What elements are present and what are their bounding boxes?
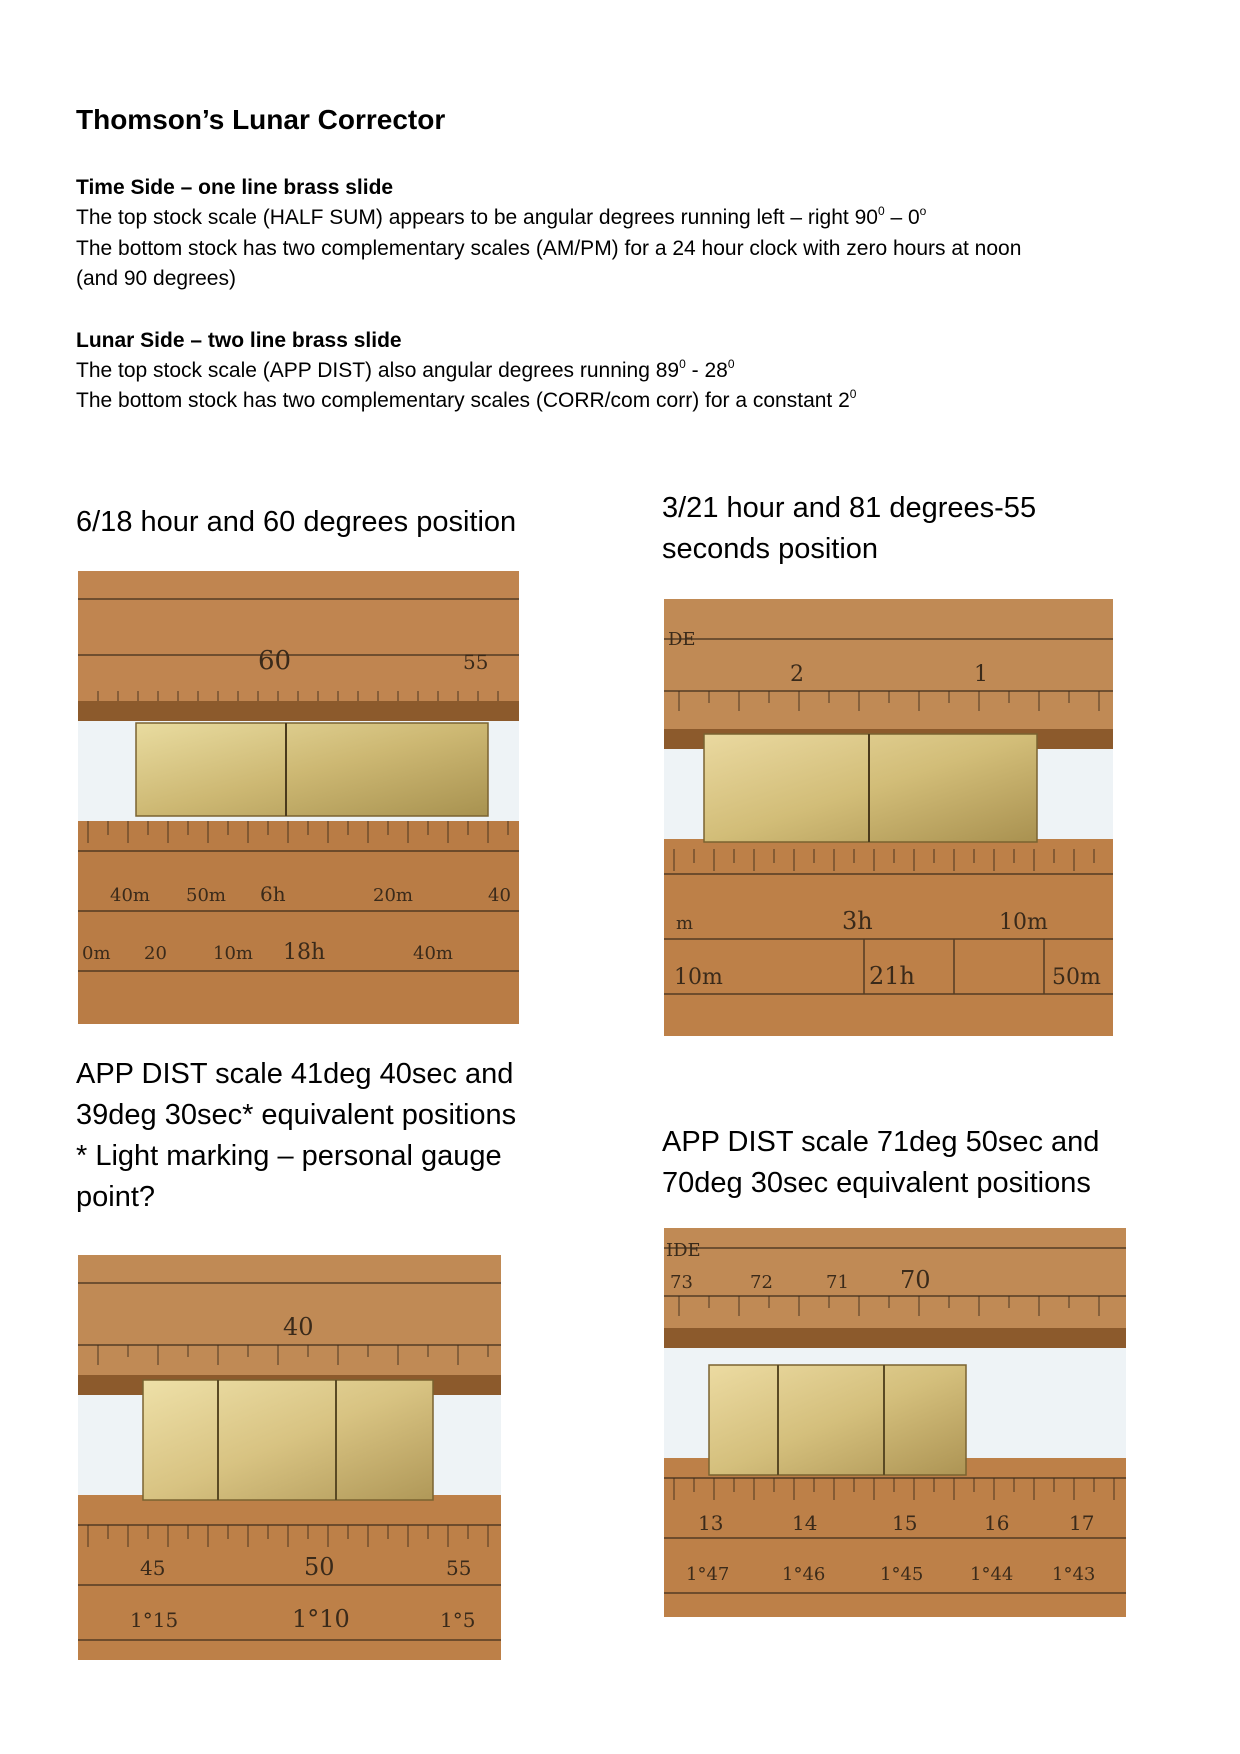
photo1-scale-label: 20m xyxy=(373,885,413,906)
photo1-top-label-60: 60 xyxy=(258,646,292,676)
photo4-scale-label: 72 xyxy=(750,1272,773,1293)
photo1-top-label-55: 55 xyxy=(463,650,489,674)
photo2-scale-label: 2 xyxy=(790,662,804,687)
photo-6-18-hour-position xyxy=(78,571,519,1024)
photo1-scale-label: 0m xyxy=(82,943,111,964)
photo2-scale-label: 1 xyxy=(974,662,988,687)
photo4-scale-label: IDE xyxy=(666,1240,701,1261)
photo-3-21-hour-position xyxy=(664,599,1113,1036)
photo2-scale-label: m xyxy=(676,913,694,934)
photo2-scale-label: 50m xyxy=(1052,965,1101,990)
time-side-line-2: The bottom stock has two complementary scales (AM/PM) for a 24 hour clock with zero hours at noon xyxy=(76,237,1022,260)
photo3-scale-label: 1°5 xyxy=(440,1608,476,1632)
photo1-scale-label: 40m xyxy=(413,943,453,964)
photo4-scale-label: 15 xyxy=(892,1511,918,1535)
photo4-scale-label: 17 xyxy=(1069,1511,1095,1535)
lunar-side-line-2: The bottom stock has two complementary scales (CORR/com corr) for a constant $2^0$ xyxy=(76,387,857,412)
photo1-scale-label: 18h xyxy=(283,940,326,965)
photo3-caption: APP DIST scale 41deg 40sec and 39deg 30sec* equivalent positions * Light marking – personal gauge point? xyxy=(76,1058,517,1213)
photo4-scale-label: 1°46 xyxy=(782,1564,826,1585)
photo4-scale-label: 1°43 xyxy=(1052,1564,1096,1585)
photo1-scale-label: 50m xyxy=(186,885,226,906)
photo1-scale-label: 10m xyxy=(213,943,253,964)
photo3-scale-label: 1°15 xyxy=(130,1608,179,1632)
photo4-scale-label: 70 xyxy=(900,1266,931,1294)
photo4-scale-label: 16 xyxy=(984,1511,1010,1535)
photo1-scale-label: 6h xyxy=(260,882,286,906)
time-side-line-3: (and 90 degrees) xyxy=(76,267,236,290)
photo2-caption: 3/21 hour and 81 degrees-55 seconds position xyxy=(662,492,1037,565)
photo3-scale-label: 45 xyxy=(140,1556,166,1580)
photo1-caption: 6/18 hour and 60 degrees position xyxy=(76,506,517,538)
lunar-side-line-1: The top stock scale (APP DIST) also angular degrees running $89^0 - 28^0$ xyxy=(76,357,735,382)
photo4-scale-label: 71 xyxy=(826,1272,849,1293)
page-title: Thomson’s Lunar Corrector xyxy=(76,104,446,135)
time-side-heading: Time Side – one line brass slide xyxy=(76,176,394,199)
photo1-scale-label: 40m xyxy=(110,885,150,906)
photo4-scale-label: 1°47 xyxy=(686,1564,730,1585)
photo1-scale-label: 40 xyxy=(488,885,511,906)
photo3-scale-label: 55 xyxy=(446,1556,472,1580)
photo1-scale-label: 20 xyxy=(144,943,167,964)
photo2-scale-label: 21h xyxy=(869,962,915,990)
photo2-scale-label: DE xyxy=(668,629,696,650)
photo2-scale-label: 10m xyxy=(674,965,723,990)
photo-app-dist-41deg-position xyxy=(78,1255,501,1660)
photo4-caption: APP DIST scale 71deg 50sec and 70deg 30sec equivalent positions xyxy=(662,1126,1100,1199)
photo4-scale-label: 14 xyxy=(792,1511,818,1535)
photo2-scale-label: 3h xyxy=(842,907,873,935)
photo4-scale-label: 13 xyxy=(698,1511,724,1535)
photo4-scale-label: 1°44 xyxy=(970,1564,1014,1585)
photo-app-dist-71deg-position xyxy=(664,1228,1126,1617)
photo3-scale-label: 50 xyxy=(304,1553,335,1581)
photo4-scale-label: 1°45 xyxy=(880,1564,924,1585)
photo3-scale-label: 1°10 xyxy=(292,1605,350,1633)
photo3-scale-label: 40 xyxy=(283,1313,314,1341)
photo2-scale-label: 10m xyxy=(999,910,1048,935)
photo4-scale-label: 73 xyxy=(670,1272,693,1293)
lunar-side-heading: Lunar Side – two line brass slide xyxy=(76,329,402,352)
time-side-line-1: The top stock scale (HALF SUM) appears to be angular degrees running left – right $90^0 - 0^o$ xyxy=(76,204,927,229)
